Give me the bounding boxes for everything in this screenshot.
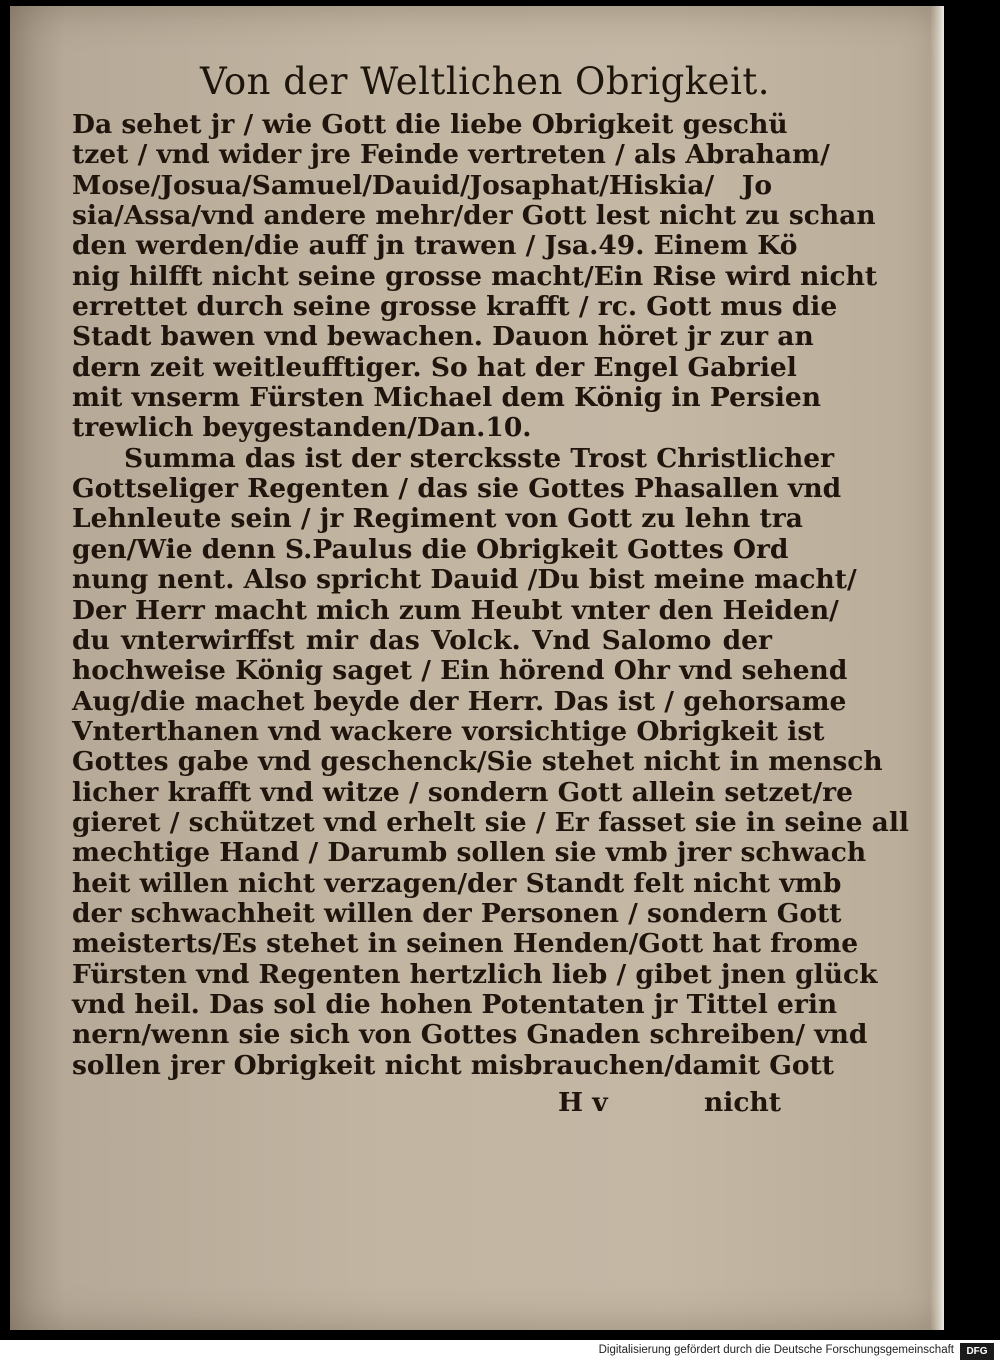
text-line: Fürsten vnd Regenten hertzlich lieb / gibet jnen glück (72, 958, 878, 990)
text-line: Gottseliger Regenten / das sie Gottes Phasallen vnd (72, 473, 842, 505)
text-line: sia/Assa/vnd andere mehr/der Gott lest nicht zu schan (72, 200, 876, 232)
body-text (72, 109, 909, 1081)
text-line: nung nent. Also spricht Dauid /Du bist meine macht/ (72, 564, 857, 596)
text-line: Aug/die machet beyde der Herr. Das ist / gehorsame (72, 685, 847, 717)
dfg-logo-icon: DFG (960, 1343, 994, 1360)
text-line: gen/Wie denn S.Paulus die Obrigkeit Gottes Ord (72, 533, 789, 565)
text-line: Vnterthanen vnd wackere vorsichtige Obrigkeit ist (72, 715, 825, 747)
text-line: sollen jrer Obrigkeit nicht misbrauchen/damit Gott (72, 1049, 835, 1081)
text-line: Summa das ist der stercksste Trost Christlicher (124, 442, 835, 474)
text-line: errettet durch seine grosse krafft / rc. Gott mus die (72, 291, 838, 323)
funding-note: Digitalisierung gefördert durch die Deutsche Forschungsgemeinschaft (598, 1344, 954, 1356)
text-line: nig hilfft nicht seine grosse macht/Ein Rise wird nicht (72, 260, 878, 292)
text-line: nern/wenn sie sich von Gottes Gnaden schreiben/ vnd (72, 1019, 868, 1051)
signature-mark: H v (558, 1087, 608, 1118)
text-line: Lehnleute sein / jr Regiment von Gott zu lehn tra (72, 503, 803, 535)
text-line: gieret / schützet vnd erhelt sie / Er fasset sie in seine all (72, 806, 909, 838)
text-line: Da sehet jr / wie Gott die liebe Obrigkeit geschü (72, 109, 788, 140)
text-line: trewlich beygestanden/Dan.10. (72, 412, 532, 444)
book-page (10, 6, 944, 1330)
text-line: den werden/die auff jn trawen / Jsa.49. Einem Kö (72, 230, 798, 262)
text-line: heit willen nicht verzagen/der Standt felt nicht vmb (72, 867, 842, 899)
text-line: mechtige Hand / Darumb sollen sie vmb jrer schwach (72, 837, 867, 869)
text-line: dern zeit weitleufftiger. So hat der Engel Gabriel (72, 351, 797, 383)
text-line: hochweise König saget / Ein hörend Ohr vnd sehend (72, 655, 848, 687)
text-line: Stadt bawen vnd bewachen. Dauon höret jr zur an (72, 321, 814, 353)
text-line: vnd heil. Das sol die hohen Potentaten jr Tittel erin (72, 988, 838, 1020)
text-line: Der Herr macht mich zum Heubt vnter den Heiden/ (72, 594, 839, 626)
text-line: Mose/Josua/Samuel/Dauid/Josaphat/Hiskia/ Jo (72, 169, 772, 201)
text-line: du vnterwirffst mir das Volck. Vnd Salomo der (72, 624, 772, 656)
text-line: meisterts/Es stehet in seinen Henden/Gott hat frome (72, 928, 859, 960)
text-line: Gottes gabe vnd geschenck/Sie stehet nicht in mensch (72, 746, 883, 778)
text-line: der schwachheit willen der Personen / sondern Gott (72, 897, 842, 929)
digitization-footer (0, 1340, 1000, 1364)
text-line: tzet / vnd wider jre Feinde vertreten / als Abraham/ (72, 139, 830, 171)
text-line: mit vnserm Fürsten Michael dem König in Persien (72, 382, 822, 414)
text-line: licher krafft vnd witze / sondern Gott allein setzet/re (72, 776, 853, 808)
running-head: Von der Weltlichen Obrigkeit. (200, 60, 771, 103)
catchword: nicht (704, 1087, 781, 1118)
